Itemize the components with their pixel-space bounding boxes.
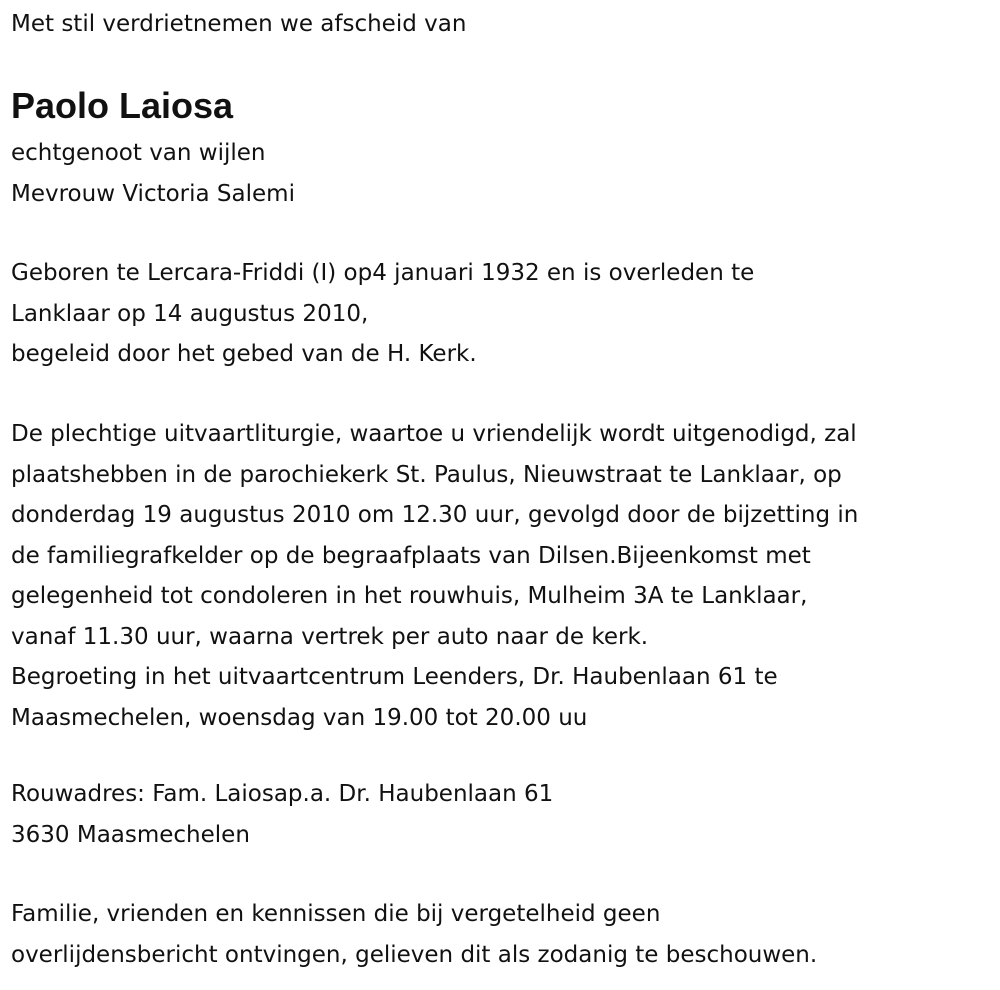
funeral-line: gelegenheid tot condoleren in het rouwhuis, Mulheim 3A te Lanklaar, <box>11 583 808 609</box>
address-line: 3630 Maasmechelen <box>11 821 250 848</box>
closing-line: Familie, vrienden en kennissen die bij vergetelheid geen <box>11 901 661 927</box>
birth-death-line: Lanklaar op 14 augustus 2010, <box>11 300 369 327</box>
name-heading: Paolo Laiosa <box>11 85 234 126</box>
funeral-line: Maasmechelen, woensdag van 19.00 tot 20.00 uu <box>11 704 588 731</box>
intro-line: Met stil verdrietnemen we afscheid van <box>11 11 467 37</box>
funeral-line: donderdag 19 augustus 2010 om 12.30 uur, gevolgd door de bijzetting in <box>11 502 859 528</box>
funeral-line: De plechtige uitvaartliturgie, waartoe u vriendelijk wordt uitgenodigd, zal <box>11 421 857 447</box>
spouse-block <box>11 133 295 214</box>
funeral-line: vanaf 11.30 uur, waarna vertrek per auto naar de kerk. <box>11 623 649 650</box>
birth-death-line: begeleid door het gebed van de H. Kerk. <box>11 341 477 367</box>
closing-line: overlijdensbericht ontvingen, gelieven dit als zodanig te beschouwen. <box>11 941 818 968</box>
intro <box>11 4 466 45</box>
birth-death-block <box>11 253 754 375</box>
birth-death-line: Geboren te Lercara-Friddi (I) op4 januari 1932 en is overleden te <box>11 260 755 286</box>
funeral-block <box>11 414 858 738</box>
funeral-line: plaatshebben in de parochiekerk St. Paulus, Nieuwstraat te Lanklaar, op <box>11 461 842 488</box>
closing-block <box>11 894 817 975</box>
address-line: Rouwadres: Fam. Laiosap.a. Dr. Haubenlaan 61 <box>11 781 554 807</box>
deceased-name <box>11 84 233 128</box>
funeral-line: de familiegrafkelder op de begraafplaats van Dilsen.Bijeenkomst met <box>11 542 811 569</box>
spouse-line: echtgenoot van wijlen <box>11 140 266 166</box>
funeral-line: Begroeting in het uitvaartcentrum Leenders, Dr. Haubenlaan 61 te <box>11 664 778 690</box>
address-block <box>11 774 553 855</box>
spouse-line: Mevrouw Victoria Salemi <box>11 180 295 207</box>
